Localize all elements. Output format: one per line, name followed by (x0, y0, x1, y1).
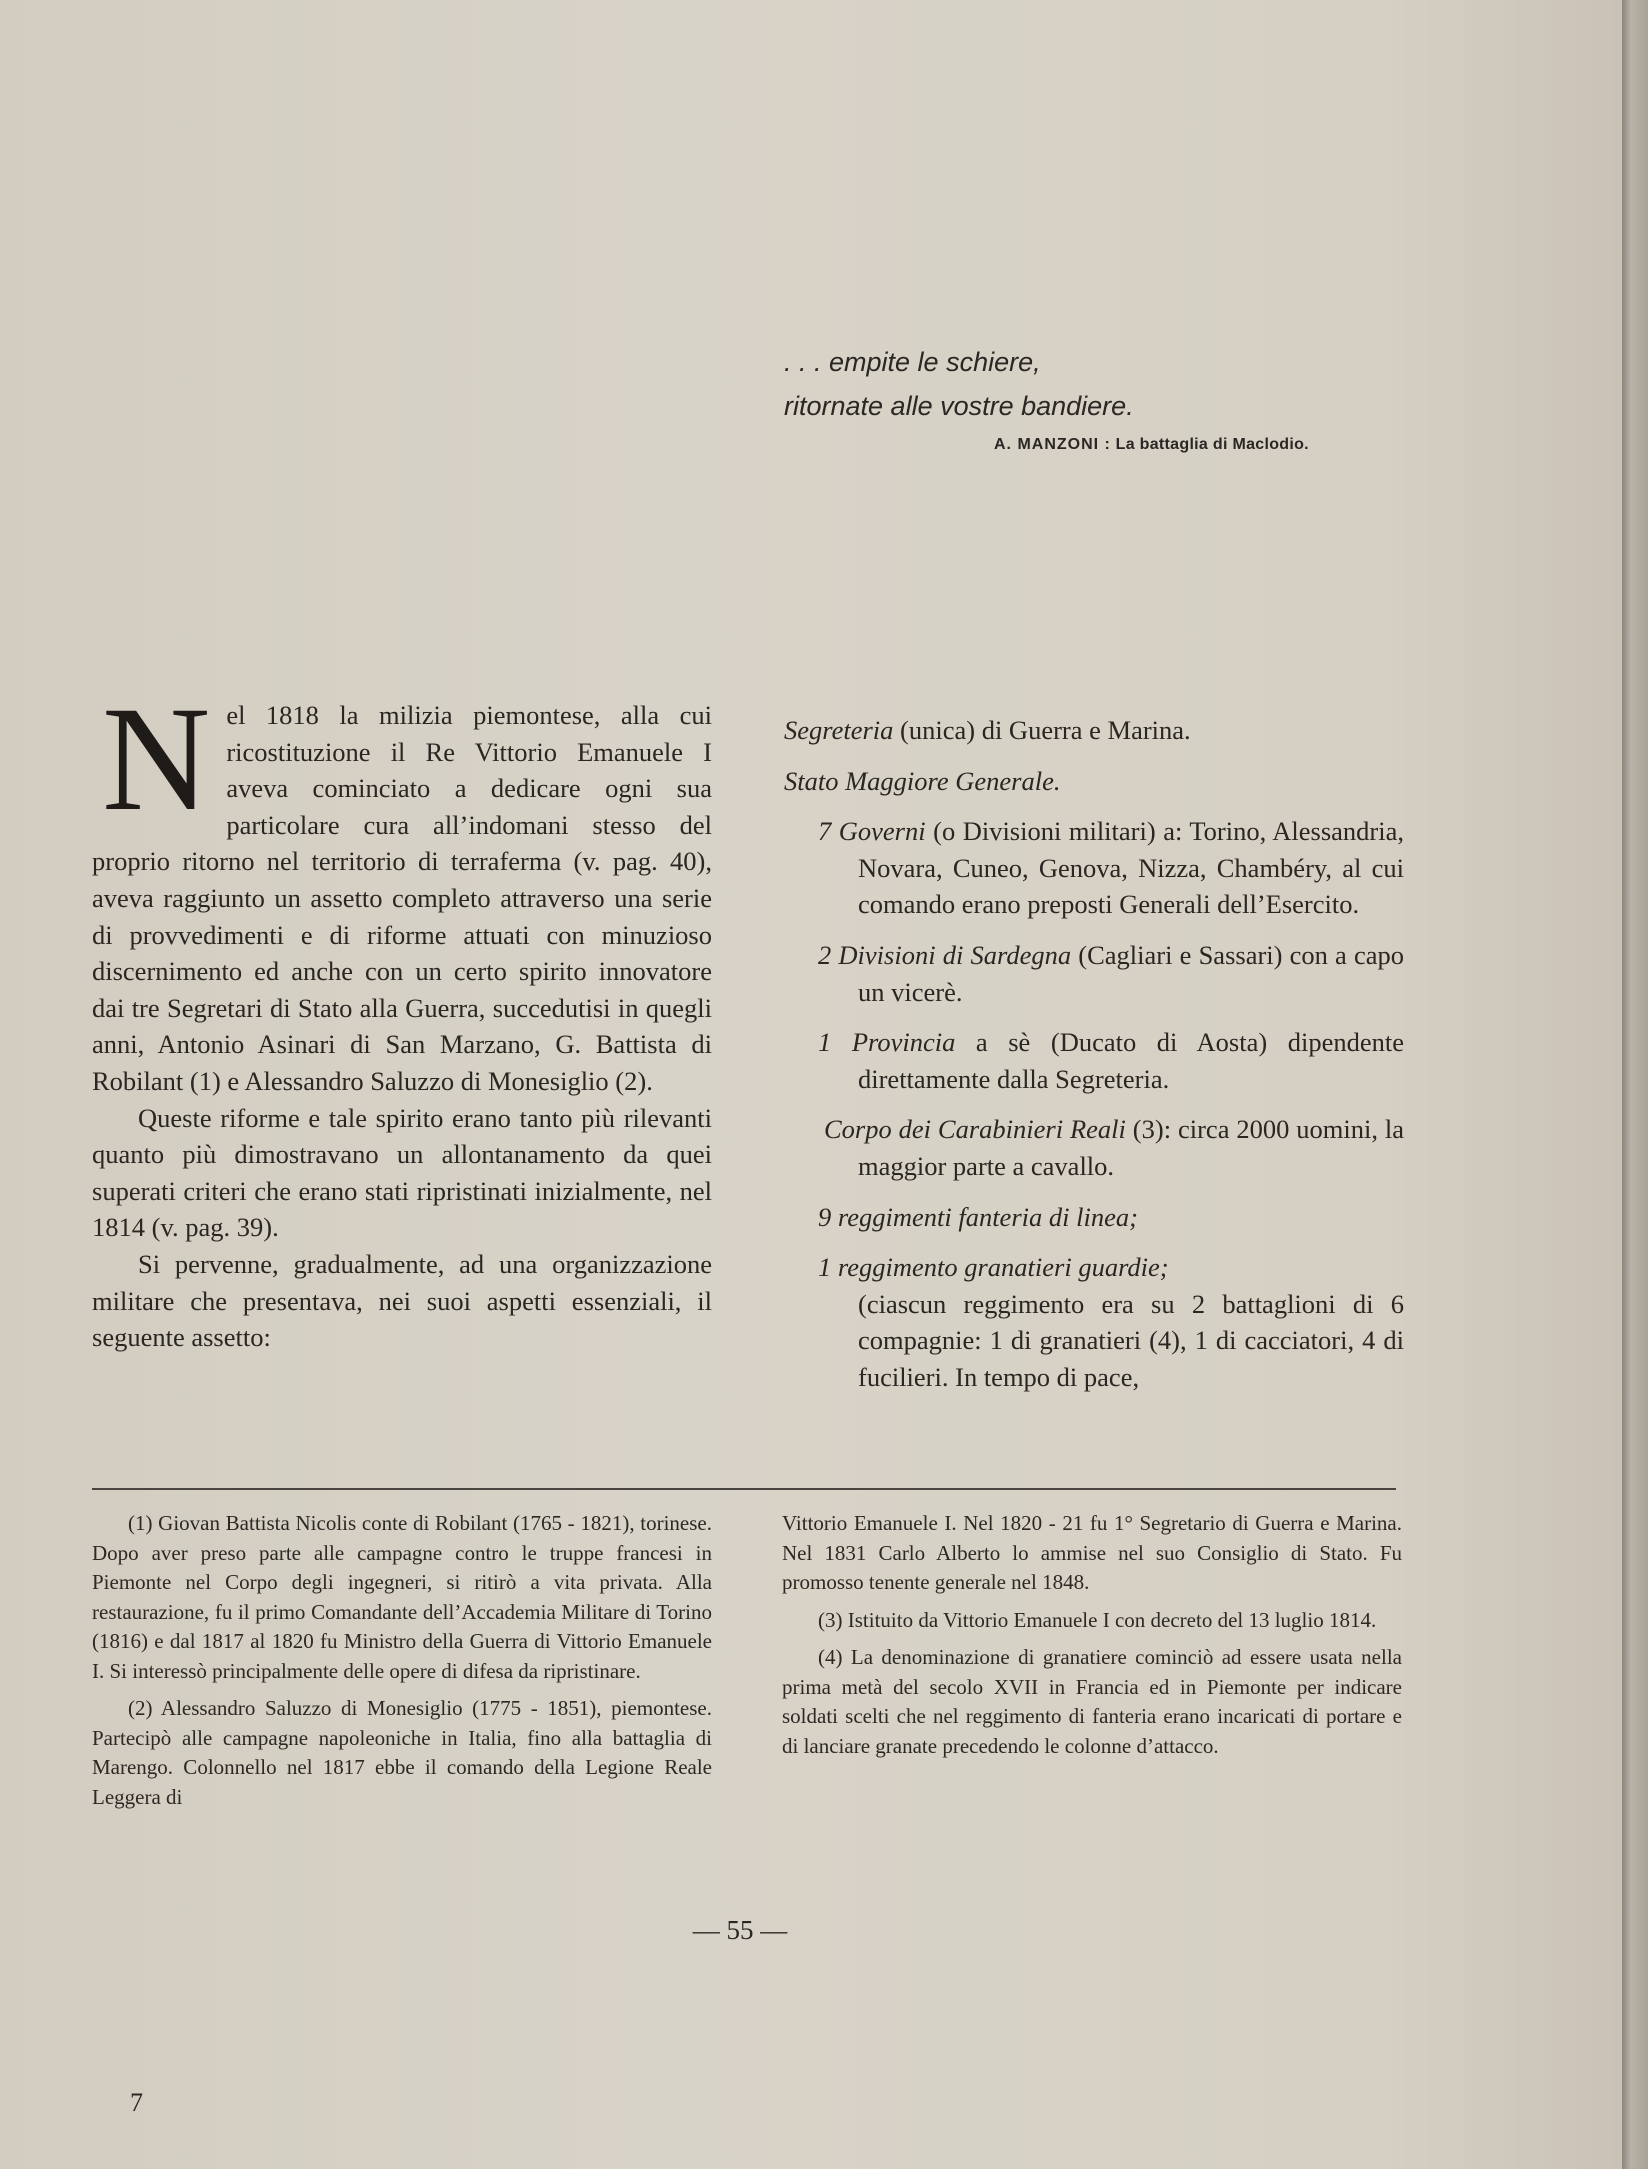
list-item (784, 1111, 1404, 1184)
item-italic: Divisioni di Sardegna (838, 939, 1072, 970)
item-text: (unica) di Guerra e Marina. (893, 715, 1191, 745)
item-text: (Cagliari e Sassari) con a capo un vicerè. (858, 939, 1404, 1007)
footnote-2: (2) Alessandro Saluzzo di Monesiglio (1775 - 1851), piemontese. Partecipò alle campagne napoleoniche in Italia, fino alla battaglia di Marengo. Colonnello nel 1817 ebbe il comando della Legione Reale Leggera di (92, 1696, 712, 1809)
list-item (784, 712, 1404, 749)
paragraph-1 (92, 676, 712, 1100)
paragraph-2: Queste riforme e tale spirito erano tanto più rilevanti quanto più dimostravano un allontanamento da quei superati criteri che erano stati ripristinati inizialmente, nel 1814 (v. pag. 39). (92, 1102, 712, 1243)
drop-cap: N (102, 676, 211, 842)
page-number: — 55 — (692, 1915, 788, 1945)
signature-mark: 7 (130, 2088, 143, 2117)
list-item (784, 1249, 1404, 1286)
epigraph-line-2: ritornate alle vostre bandiere. (784, 391, 1134, 421)
item-number: 2 (818, 939, 839, 970)
item-number: 9 (818, 1201, 838, 1232)
footnote-2-continuation: Vittorio Emanuele I. Nel 1820 - 21 fu 1° Segretario di Guerra e Marina. Nel 1831 Carlo Alberto lo ammise nel suo Consiglio di Stato. Fu promosso tenente generale nel 1848. (782, 1511, 1402, 1594)
page-edge (1622, 0, 1648, 2169)
item-number: 1 (818, 1252, 838, 1283)
item-italic: Corpo dei Carabinieri Reali (824, 1114, 1126, 1145)
item-italic: Governi (838, 816, 926, 847)
paragraph-1-text: el 1818 la milizia piemontese, alla cui ricostituzione il Re Vittorio Emanuele I aveva cominciato a dedicare ogni sua particolare cura all’indomani stesso del proprio ritorno nel territorio di terraferma (v. pag. 40), aveva raggiunto un assetto completo attraverso una serie di provvedimenti e di riforme attuati con minuzioso discernimento ed anche con un certo spirito innovatore dai tre Segretari di Stato alla Guerra, succedutisi in quegli anni, Antonio Asinari di San Marzano, G. Battista di Robilant (1) e Alessandro Saluzzo di Monesiglio (2). (92, 700, 712, 1096)
item-number: 7 (818, 816, 839, 847)
item-italic: Stato Maggiore Generale. (784, 765, 1061, 796)
item-italic: reggimenti fanteria di linea; (837, 1201, 1138, 1232)
footnotes-left (92, 1509, 712, 1820)
epigraph (784, 340, 1404, 428)
footnote-divider (92, 1488, 1396, 1490)
list-item (784, 937, 1404, 1010)
right-column (784, 712, 1404, 1410)
item-italic: reggimento granatieri guardie; (837, 1252, 1169, 1283)
epigraph-author: A. MANZONI : (994, 436, 1111, 453)
item-text: (3): circa 2000 uomini, la maggior parte a cavallo. (858, 1114, 1404, 1181)
list-item (784, 813, 1404, 923)
footnote-1: (1) Giovan Battista Nicolis conte di Robilant (1765 - 1821), torinese. Dopo aver preso parte alle campagne contro le truppe francesi in Piemonte nel Corpo degli ingegneri, si ritirò a vita privata. Alla restaurazione, fu il primo Comandante dell’Accademia Militare di Torino (1816) e dal 1817 al 1820 fu Ministro della Guerra di Vittorio Emanuele I. Si interessò principalmente delle opere di difesa da ripristinare. (92, 1511, 712, 1683)
item-italic: Segreteria (784, 715, 894, 745)
list-item-continuation: (ciascun reggimento era su 2 battaglioni di 6 compagnie: 1 di granatieri (4), 1 di cacciatori, 4 di fucilieri. In tempo di pace, (858, 1288, 1404, 1392)
item-text: (o Divisioni militari) a: Torino, Alessandria, Novara, Cuneo, Genova, Nizza, Chambéry, al cui comando erano preposti Generali dell’Esercito. (858, 816, 1405, 920)
list-item (784, 763, 1404, 800)
list-item (784, 1199, 1404, 1236)
list-item (784, 1024, 1404, 1097)
footnote-4: (4) La denominazione di granatiere cominciò ad essere usata nella prima metà del secolo XVII in Francia ed in Piemonte per indicare soldati scelti che nel reggimento di fanteria erano incaricati di portare e di lanciare granate precedendo le colonne d’attacco. (782, 1645, 1402, 1758)
epigraph-line-1: . . . empite le schiere, (784, 347, 1041, 377)
footnotes-right (782, 1509, 1402, 1769)
paragraph-3: Si pervenne, gradualmente, ad una organizzazione militare che presentava, nei suoi aspetti essenziali, il seguente assetto: (92, 1248, 712, 1353)
epigraph-attribution (994, 436, 1394, 454)
left-column (92, 676, 712, 1356)
footnote-3: (3) Istituito da Vittorio Emanuele I con decreto del 13 luglio 1814. (818, 1607, 1377, 1632)
item-italic: Provincia (851, 1027, 956, 1058)
epigraph-work: La battaglia di Maclodio. (1115, 436, 1309, 453)
item-text: a sè (Ducato di Aosta) dipendente direttamente dalla Segreteria. (858, 1027, 1405, 1094)
item-number: 1 (818, 1027, 852, 1058)
